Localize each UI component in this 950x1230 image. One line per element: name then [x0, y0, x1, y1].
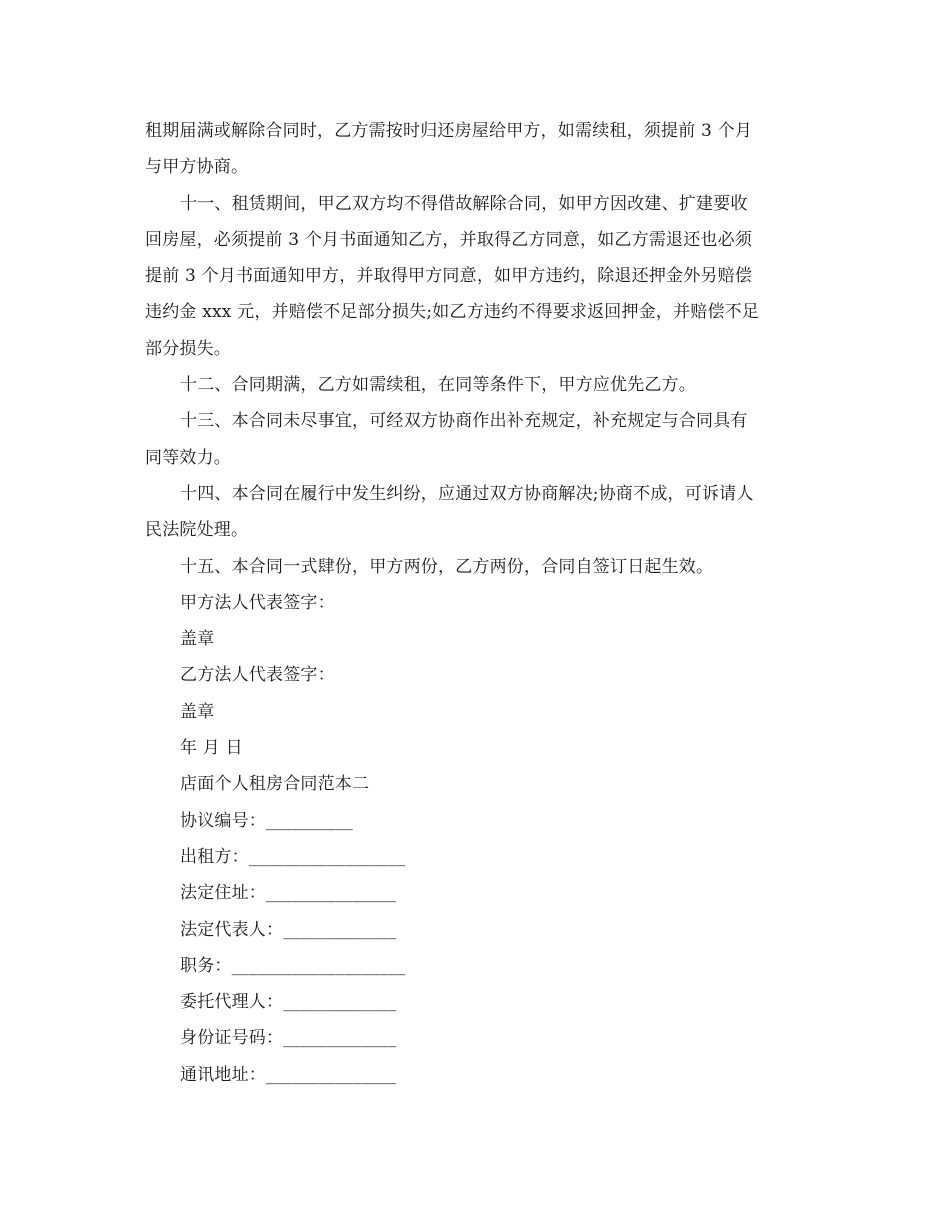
- text-line: 租期届满或解除合同时，乙方需按时归还房屋给甲方，如需续租，须提前 3 个月: [145, 121, 753, 141]
- text-line: 民法院处理。: [145, 520, 249, 541]
- text-line: 部分损失。: [145, 338, 231, 359]
- text-line: 提前 3 个月书面通知甲方，并取得甲方同意，如甲方违约，除退还押金外另赔偿: [145, 266, 753, 287]
- clause-13: 十三、本合同未尽事宜，可经双方协商作出补充规定，补充规定与合同具有: [180, 411, 748, 432]
- legal-representative-field: 法定代表人：_____________: [180, 919, 397, 940]
- party-a-signature-label: 甲方法人代表签字：: [180, 592, 335, 613]
- document-page: [145, 113, 805, 1093]
- section-title: 店面个人租房合同范本二: [180, 774, 370, 795]
- text-line: 违约金 xxx 元，并赔偿不足部分损失;如乙方违约不得要求返回押金，并赔偿不足: [145, 302, 760, 323]
- clause-15: 十五、本合同一式肆份，甲方两份，乙方两份，合同自签订日起生效。: [180, 556, 714, 577]
- lessor-field: 出租方：__________________: [180, 846, 406, 867]
- authorized-agent-field: 委托代理人：_____________: [180, 992, 397, 1013]
- clause-14: 十四、本合同在履行中发生纠纷，应通过双方协商解决;协商不成，可诉请人: [180, 483, 754, 504]
- id-number-field: 身份证号码：_____________: [180, 1028, 397, 1049]
- clause-11: 十一、租赁期间，甲乙双方均不得借故解除合同，如甲方因改建、扩建要收: [180, 193, 748, 214]
- text-line: 同等效力。: [145, 447, 231, 468]
- legal-address-field: 法定住址：_______________: [180, 883, 397, 904]
- party-b-signature-label: 乙方法人代表签字：: [180, 665, 335, 686]
- text-line: 回房屋，必须提前 3 个月书面通知乙方，并取得乙方同意，如乙方需退还也必须: [145, 229, 753, 250]
- party-a-seal-label: 盖章: [180, 629, 215, 650]
- party-b-seal-label: 盖章: [180, 701, 215, 722]
- position-field: 职务：____________________: [180, 955, 406, 976]
- date-line: 年 月 日: [180, 738, 243, 759]
- text-line: 与甲方协商。: [145, 157, 249, 178]
- agreement-number-field: 协议编号：__________: [180, 810, 353, 831]
- clause-12: 十二、合同期满，乙方如需续租，在同等条件下，甲方应优先乙方。: [180, 375, 696, 396]
- mailing-address-field: 通讯地址：_______________: [180, 1064, 397, 1085]
